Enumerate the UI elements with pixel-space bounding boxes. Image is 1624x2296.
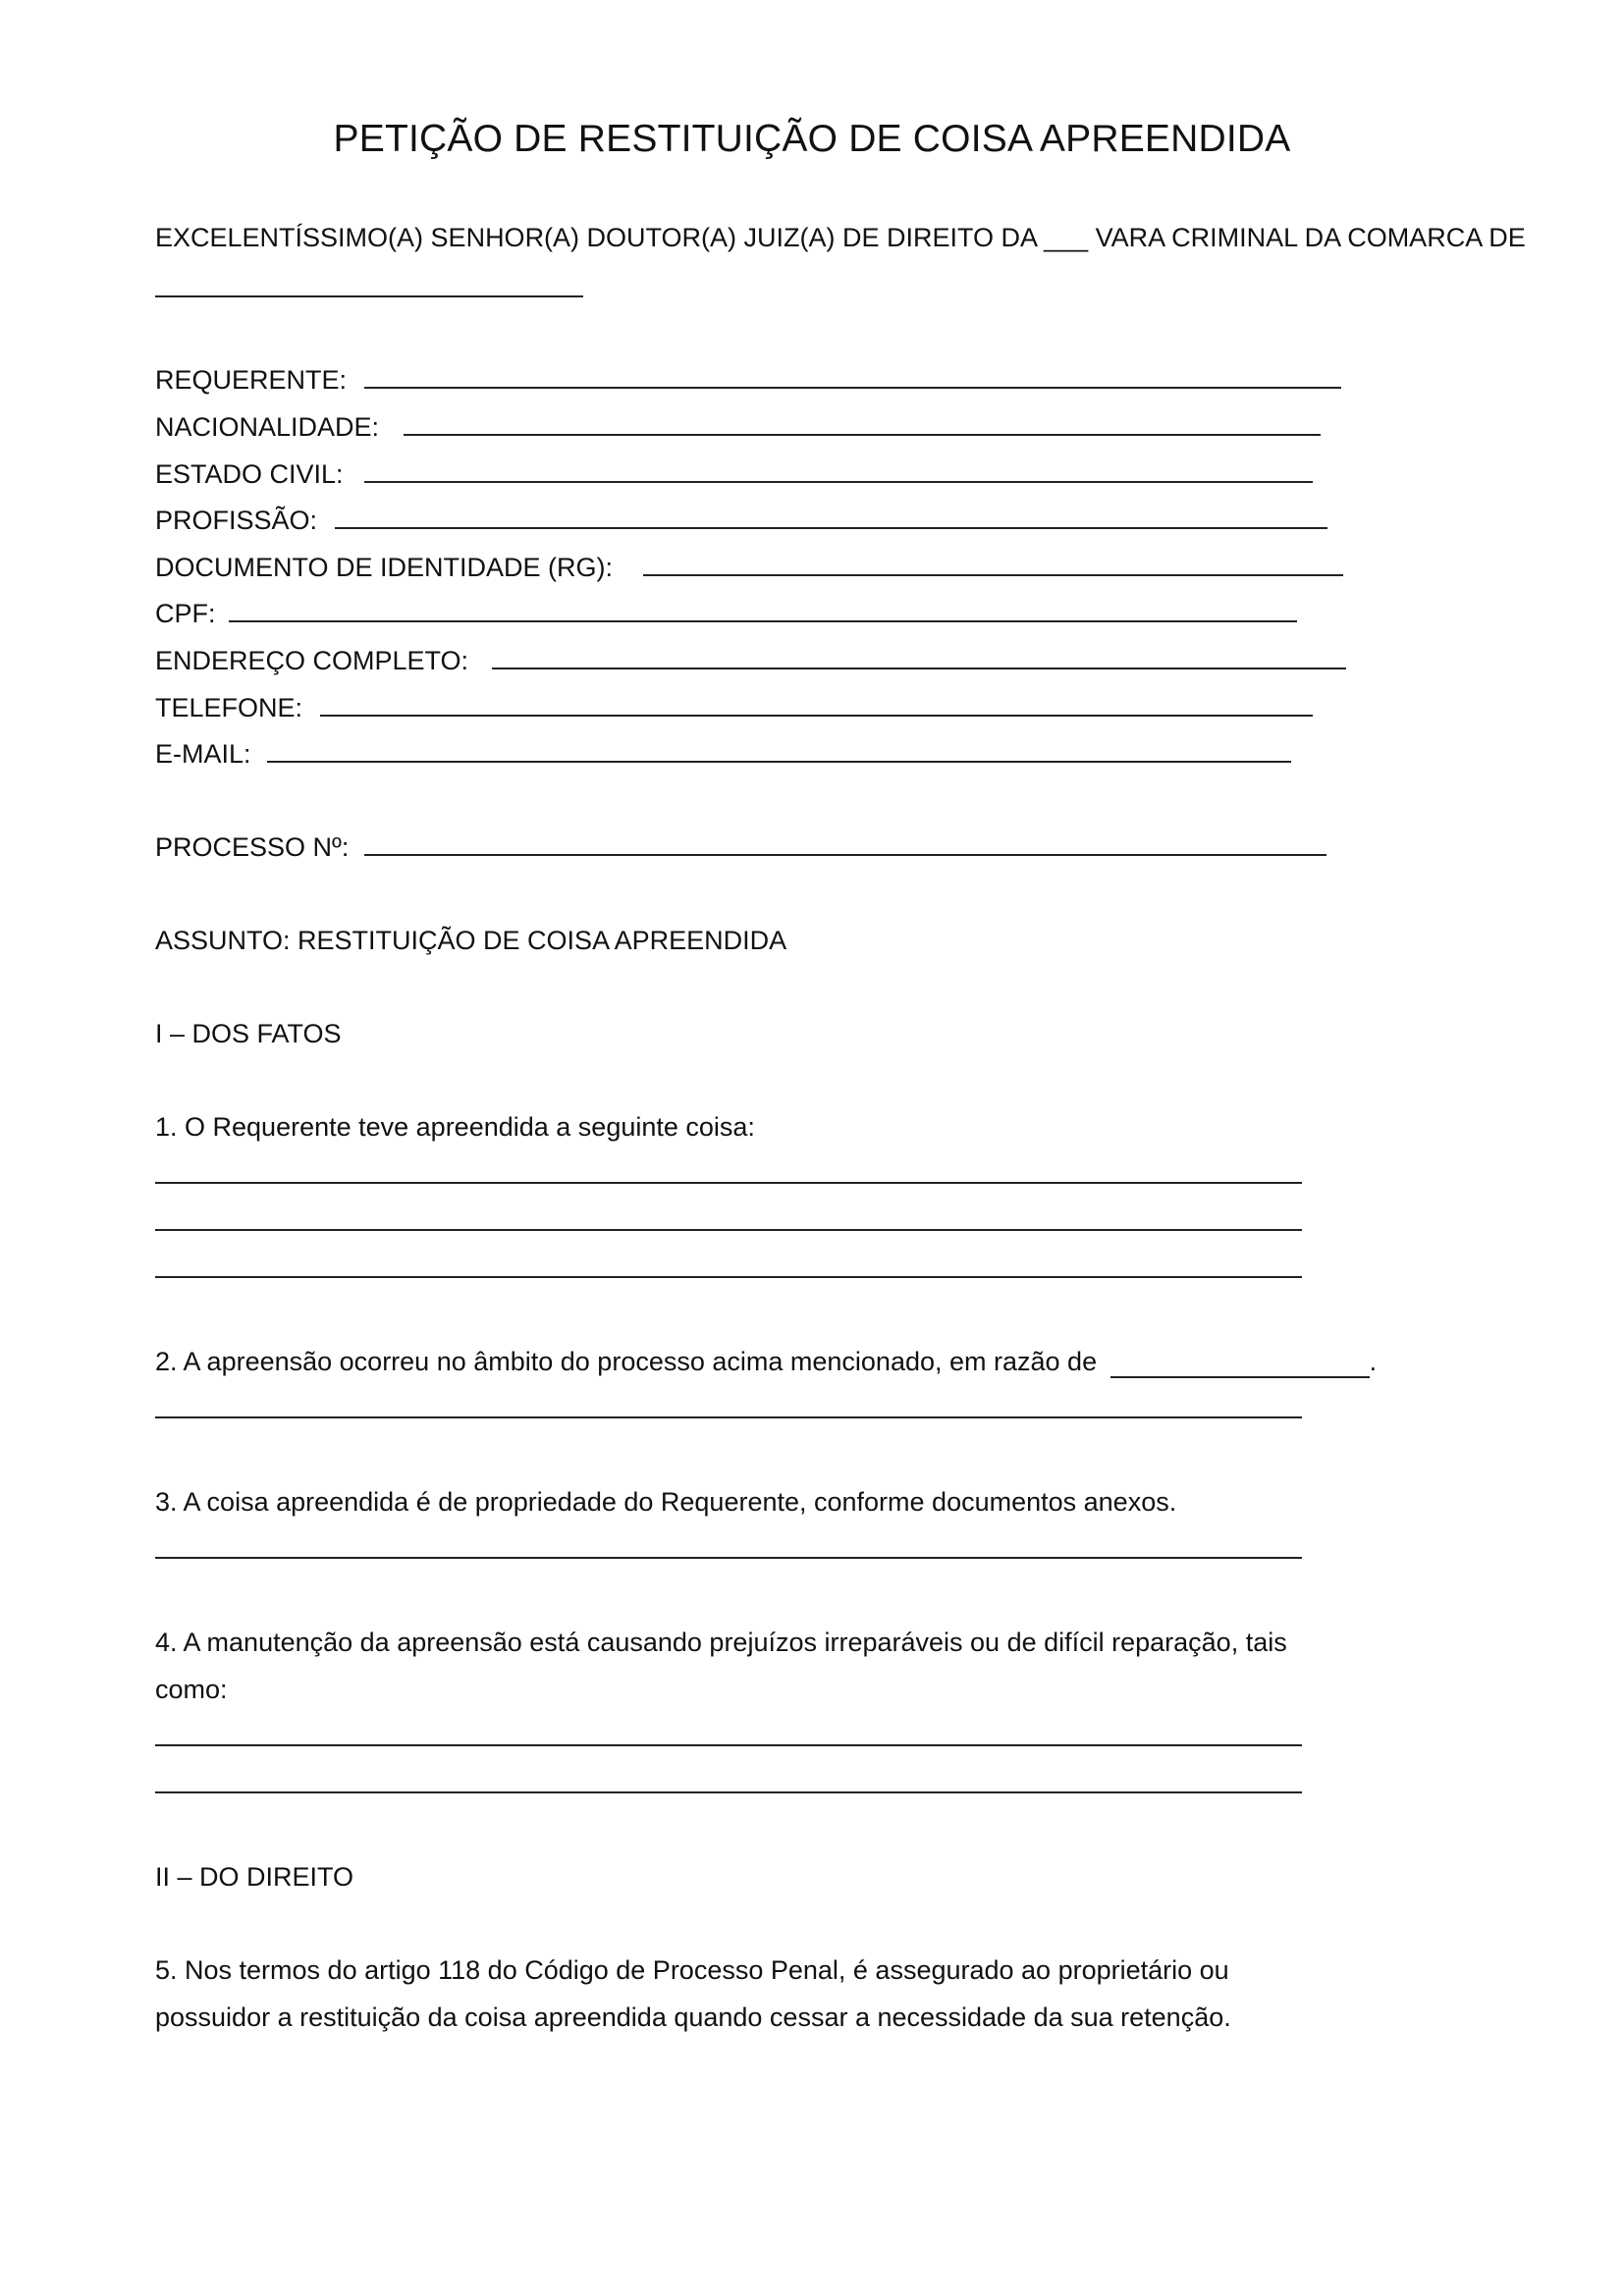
field-requerente-blank[interactable]	[364, 387, 1341, 389]
field-telefone-blank[interactable]	[320, 715, 1313, 717]
item-4-text-line-1: 4. A manutenção da apreensão está causando prejuízos irreparáveis ou de difícil reparação, tais	[155, 1628, 1287, 1657]
subject-line: ASSUNTO: RESTITUIÇÃO DE COISA APREENDIDA	[155, 926, 787, 955]
item-5-text-line-2: possuidor a restituição da coisa apreendida quando cessar a necessidade da sua retenção.	[155, 2002, 1231, 2032]
item-2-text	[155, 1345, 1377, 1378]
item-2-text-body: 2. A apreensão ocorreu no âmbito do processo acima mencionado, em razão de	[155, 1347, 1098, 1376]
item-4-blank-1[interactable]	[155, 1744, 1302, 1746]
field-email-blank[interactable]	[267, 761, 1291, 763]
field-cpf-label: CPF:	[155, 599, 216, 628]
document-title: PETIÇÃO DE RESTITUIÇÃO DE COISA APREENDIDA	[333, 118, 1291, 160]
process-number-label: PROCESSO Nº:	[155, 832, 350, 862]
field-estado-civil-blank[interactable]	[364, 481, 1313, 483]
field-rg-label: DOCUMENTO DE IDENTIDADE (RG):	[155, 553, 614, 582]
field-cpf-blank[interactable]	[229, 620, 1297, 622]
field-endereco-label: ENDEREÇO COMPLETO:	[155, 646, 469, 675]
item-4-text-line-2: como:	[155, 1675, 228, 1704]
item-1-blank-2[interactable]	[155, 1229, 1302, 1231]
field-requerente-label: REQUERENTE:	[155, 365, 348, 395]
item-1-text: 1. O Requerente teve apreendida a seguinte coisa:	[155, 1112, 755, 1142]
comarca-blank[interactable]	[155, 295, 583, 297]
item-1-blank-1[interactable]	[155, 1182, 1302, 1184]
field-email-label: E-MAIL:	[155, 739, 251, 769]
section-law-heading: II – DO DIREITO	[155, 1862, 354, 1892]
item-5-text-line-1: 5. Nos termos do artigo 118 do Código de Processo Penal, é assegurado ao proprietário ou	[155, 1955, 1229, 1985]
field-profissao-blank[interactable]	[335, 527, 1327, 529]
item-2-blank[interactable]	[155, 1416, 1302, 1418]
item-3-blank[interactable]	[155, 1557, 1302, 1559]
addressee-line: EXCELENTÍSSIMO(A) SENHOR(A) DOUTOR(A) JUIZ(A) DE DIREITO DA ___ VARA CRIMINAL DA COMARCA DE	[155, 223, 1526, 252]
item-3-text: 3. A coisa apreendida é de propriedade do Requerente, conforme documentos anexos.	[155, 1487, 1177, 1517]
item-4-blank-2[interactable]	[155, 1791, 1302, 1793]
field-estado-civil-label: ESTADO CIVIL:	[155, 459, 344, 489]
field-rg-blank[interactable]	[643, 574, 1343, 576]
item-1-blank-3[interactable]	[155, 1276, 1302, 1278]
section-facts-heading: I – DOS FATOS	[155, 1019, 342, 1048]
field-endereco-blank[interactable]	[492, 667, 1346, 669]
field-profissao-label: PROFISSÃO:	[155, 506, 318, 535]
field-nacionalidade-label: NACIONALIDADE:	[155, 412, 380, 442]
process-number-blank[interactable]	[364, 854, 1326, 856]
field-telefone-label: TELEFONE:	[155, 693, 303, 722]
field-nacionalidade-blank[interactable]	[404, 434, 1321, 436]
item-2-period: .	[1369, 1347, 1378, 1376]
item-2-reason-blank[interactable]	[1110, 1355, 1370, 1378]
